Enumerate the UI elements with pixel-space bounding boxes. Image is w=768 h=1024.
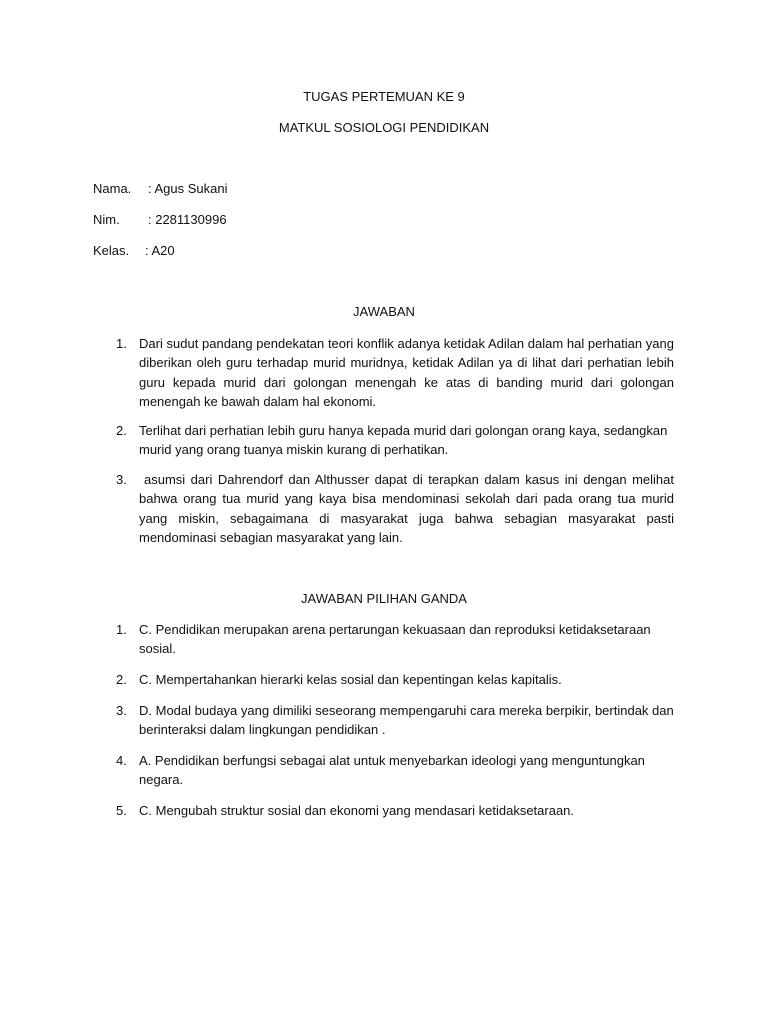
nim-value: : 2281130996 [148, 212, 227, 227]
class-value: : A20 [145, 243, 175, 258]
item-number: 5. [116, 803, 127, 818]
course-title: MATKUL SOSIOLOGI PENDIDIKAN [278, 120, 490, 135]
name-value: : Agus Sukani [148, 181, 228, 196]
item-number: 2. [116, 423, 127, 438]
name-field [93, 181, 228, 197]
essay-item [93, 470, 674, 548]
nim-field [93, 212, 227, 228]
item-text: C. Mempertahankan hierarki kelas sosial dan kepentingan kelas kapitalis. [139, 672, 562, 687]
choice-item [93, 670, 674, 689]
item-text: D. Modal budaya yang dimiliki seseorang mempengaruhi cara mereka berpikir, bertindak dan berinteraksi dalam lingkungan pendidikan . [139, 703, 674, 738]
item-number: 3. [116, 703, 127, 718]
item-text: C. Pendidikan merupakan arena pertarungan kekuasaan dan reproduksi ketidaksetaraan sosial. [139, 622, 651, 657]
choice-item [93, 751, 674, 790]
class-field [93, 243, 175, 259]
name-label: Nama. [93, 181, 132, 196]
item-text: Terlihat dari perhatian lebih guru hanya kepada murid dari golongan orang kaya, sedangkan murid yang orang tuanya miskin kurang di perhatikan. [139, 423, 668, 458]
class-label: Kelas. [93, 243, 130, 258]
choice-item [93, 801, 674, 820]
item-number: 3. [116, 472, 127, 487]
item-text: asumsi dari Dahrendorf dan Althusser dapat di terapkan dalam kasus ini dengan melihat bahwa orang tua murid yang kaya bisa mendominasi sekolah dari pada orang tua murid yang miskin, sebagaimana di masyarakat juga bahwa sebagian masyarakat pasti mendominasi sebagian masyarakat yang lain. [139, 472, 674, 546]
choice-item [93, 620, 674, 659]
essay-heading: JAWABAN [353, 304, 415, 319]
item-text: A. Pendidikan berfungsi sebagai alat untuk menyebarkan ideologi yang menguntungkan negara. [139, 753, 645, 788]
multiple-choice-heading: JAWABAN PILIHAN GANDA [301, 591, 467, 606]
essay-item [93, 334, 674, 412]
choice-item [93, 701, 674, 740]
item-text: Dari sudut pandang pendekatan teori konflik adanya ketidak Adilan dalam hal perhatian yang diberikan oleh guru terhadap murid muridnya, ketidak Adilan ya di lihat dari perhatian lebih guru kepada murid dari golongan menengah ke atas di banding murid dari golongan menengah ke bawah dalam hal ekonomi. [139, 336, 674, 410]
item-number: 1. [116, 622, 127, 637]
essay-item [93, 421, 674, 460]
nim-label: Nim. [93, 212, 120, 227]
item-number: 4. [116, 753, 127, 768]
item-text: C. Mengubah struktur sosial dan ekonomi yang mendasari ketidaksetaraan. [139, 803, 575, 818]
item-number: 1. [116, 336, 127, 351]
document-title: TUGAS PERTEMUAN KE 9 [303, 89, 465, 104]
item-number: 2. [116, 672, 127, 687]
